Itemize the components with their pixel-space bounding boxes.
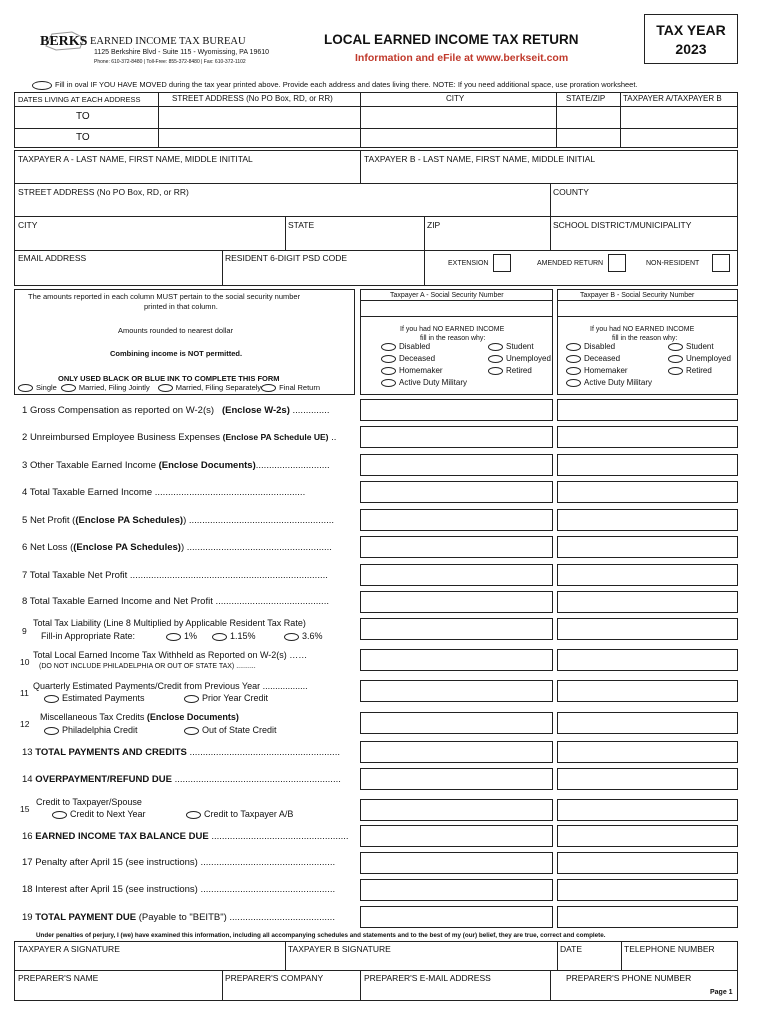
preparer-name[interactable]: PREPARER'S NAME xyxy=(18,973,99,983)
page-number: Page 1 xyxy=(710,989,733,996)
filing-joint-oval[interactable] xyxy=(61,384,76,392)
b-reason-deceased[interactable]: Deceased xyxy=(566,355,620,363)
taxpayer-b-name-label: TAXPAYER B - LAST NAME, FIRST NAME, MIDDLE INITIAL xyxy=(364,154,596,164)
line-9-taxpayer-a-amount[interactable] xyxy=(360,618,553,640)
line-14-taxpayer-b-amount[interactable] xyxy=(557,768,738,790)
signature-date[interactable]: DATE xyxy=(560,944,583,954)
ssn-b-no-income: If you had NO EARNED INCOME xyxy=(590,326,695,333)
taxpayer-a-name-label: TAXPAYER A - LAST NAME, FIRST NAME, MIDDLE INITITAL xyxy=(18,154,253,164)
line-1: 1 Gross Compensation as reported on W-2(s) (Enclose W-2s) .............. xyxy=(22,405,330,416)
line-10-taxpayer-a-amount[interactable] xyxy=(360,649,553,671)
line-6: 6 Net Loss ((Enclose PA Schedules)) ....................................................... xyxy=(22,542,332,553)
form-title: LOCAL EARNED INCOME TAX RETURN xyxy=(324,32,579,47)
to-label-2: TO xyxy=(76,132,90,143)
zip-label: ZIP xyxy=(427,220,441,230)
line-16: 16 EARNED INCOME TAX BALANCE DUE .................................................... xyxy=(22,831,349,842)
city-label: CITY xyxy=(18,220,38,230)
line-16-taxpayer-a-amount[interactable] xyxy=(360,825,553,847)
telephone-number[interactable]: TELEPHONE NUMBER xyxy=(624,944,715,954)
col-street: STREET ADDRESS (No PO Box, RD, or RR) xyxy=(172,94,333,103)
a-reason-unemployed[interactable]: Unemployed xyxy=(488,355,551,363)
b-reason-student[interactable]: Student xyxy=(668,343,714,351)
school-district-label: SCHOOL DISTRICT/MUNICIPALITY xyxy=(553,220,692,230)
street-address-label: STREET ADDRESS (No PO Box, RD, or RR) xyxy=(18,187,189,197)
line-15-taxpayer-a-amount[interactable] xyxy=(360,799,553,821)
ssn-b-input[interactable] xyxy=(557,300,738,317)
l15-next-year[interactable]: Credit to Next Year xyxy=(52,810,146,819)
line-17: 17 Penalty after April 15 (see instructions) ................................................... xyxy=(22,857,336,868)
line-1-taxpayer-a-amount[interactable] xyxy=(360,399,553,421)
ssn-a-no-income: If you had NO EARNED INCOME xyxy=(400,326,505,333)
filing-single-oval[interactable] xyxy=(18,384,33,392)
bureau-address: 1125 Berkshire Blvd - Suite 115 - Wyomissing, PA 19610 xyxy=(94,49,270,56)
ssn-b-label: Taxpayer B - Social Security Number xyxy=(580,292,695,299)
state-label: STATE xyxy=(288,220,315,230)
l11-prior-credit[interactable]: Prior Year Credit xyxy=(184,694,268,703)
preparer-phone[interactable]: PREPARER'S PHONE NUMBER xyxy=(566,973,692,983)
tax-year-box xyxy=(644,14,738,64)
nonresident-label: NON-RESIDENT xyxy=(646,260,700,267)
to-label-1: TO xyxy=(76,111,90,122)
line-12-taxpayer-a-amount[interactable] xyxy=(360,712,553,734)
line-5: 5 Net Profit ((Enclose PA Schedules)) ....................................................... xyxy=(22,515,335,526)
instr-line1: The amounts reported in each column MUST pertain to the social security number xyxy=(28,292,301,301)
line-1-taxpayer-b-amount[interactable] xyxy=(557,399,738,421)
nonresident-checkbox[interactable] xyxy=(712,254,730,272)
line-13-taxpayer-a-amount[interactable] xyxy=(360,741,553,763)
email-label: EMAIL ADDRESS xyxy=(18,253,87,263)
line-10-taxpayer-b-amount[interactable] xyxy=(557,649,738,671)
line-4-taxpayer-a-amount[interactable] xyxy=(360,481,553,503)
line-17-taxpayer-b-amount[interactable] xyxy=(557,852,738,874)
tax-year-label: TAX YEAR xyxy=(656,22,726,38)
line-18-taxpayer-b-amount[interactable] xyxy=(557,879,738,901)
taxpayer-info-grid xyxy=(14,150,738,286)
l12-out-of-state[interactable]: Out of State Credit xyxy=(184,726,277,735)
preparer-company[interactable]: PREPARER'S COMPANY xyxy=(225,973,324,983)
a-reason-retired[interactable]: Retired xyxy=(488,367,532,375)
ssn-a-input[interactable] xyxy=(360,300,553,317)
ssn-a-reason: fill in the reason why: xyxy=(420,335,486,342)
line-12-taxpayer-b-amount[interactable] xyxy=(557,712,738,734)
line-7-taxpayer-a-amount[interactable] xyxy=(360,564,553,586)
l15-taxpayer-ab[interactable]: Credit to Taxpayer A/B xyxy=(186,810,293,819)
b-reason-unemployed[interactable]: Unemployed xyxy=(668,355,731,363)
taxpayer-b-signature[interactable]: TAXPAYER B SIGNATURE xyxy=(288,944,391,954)
preparer-email[interactable]: PREPARER'S E-MAIL ADDRESS xyxy=(364,973,491,983)
col-dates: DATES LIVING AT EACH ADDRESS xyxy=(18,95,141,104)
b-reason-military[interactable]: Active Duty Military xyxy=(566,379,652,387)
a-reason-homemaker[interactable]: Homemaker xyxy=(381,367,443,375)
moved-oval[interactable] xyxy=(32,81,52,90)
instr-rounded: Amounts rounded to nearest dollar xyxy=(118,326,234,335)
moved-note: Fill in oval IF YOU HAVE MOVED during the tax year printed above. Provide each address and dates living there. NOTE: If you need additional space, use proration worksheet. xyxy=(32,80,638,90)
extension-checkbox[interactable] xyxy=(493,254,511,272)
l12-philadelphia[interactable]: Philadelphia Credit xyxy=(44,726,138,735)
a-reason-military[interactable]: Active Duty Military xyxy=(381,379,467,387)
filing-final-oval[interactable] xyxy=(261,384,276,392)
line-5-taxpayer-a-amount[interactable] xyxy=(360,509,553,531)
line-9-taxpayer-b-amount[interactable] xyxy=(557,618,738,640)
ssn-b-reason: fill in the reason why: xyxy=(612,335,678,342)
col-taxpayer-ab: TAXPAYER A/TAXPAYER B xyxy=(623,94,722,103)
line-18: 18 Interest after April 15 (see instructions) ................................................... xyxy=(22,884,336,895)
line-19: 19 TOTAL PAYMENT DUE (Payable to "BEITB") ........................................ xyxy=(22,912,335,923)
line-15-taxpayer-b-amount[interactable] xyxy=(557,799,738,821)
rate-1[interactable]: 1% xyxy=(166,632,197,641)
line-8-taxpayer-b-amount[interactable] xyxy=(557,591,738,613)
line-2: 2 Unreimbursed Employee Business Expenses (Enclose PA Schedule UE) .. xyxy=(22,432,337,443)
a-reason-student[interactable]: Student xyxy=(488,343,534,351)
line-6-taxpayer-b-amount[interactable] xyxy=(557,536,738,558)
logo-word: BERKS xyxy=(40,34,88,49)
efile-info: Information and eFile at www.berkseit.com xyxy=(355,52,569,64)
amended-label: AMENDED RETURN xyxy=(537,260,604,267)
taxpayer-a-signature[interactable]: TAXPAYER A SIGNATURE xyxy=(18,944,120,954)
instr-line2: printed in that column. xyxy=(144,302,218,311)
psd-code-label: RESIDENT 6-DIGIT PSD CODE xyxy=(225,253,348,263)
ssn-a-label: Taxpayer A - Social Security Number xyxy=(390,292,504,299)
line-3-taxpayer-a-amount[interactable] xyxy=(360,454,553,476)
line-3-taxpayer-b-amount[interactable] xyxy=(557,454,738,476)
line-13-taxpayer-b-amount[interactable] xyxy=(557,741,738,763)
line-4-taxpayer-b-amount[interactable] xyxy=(557,481,738,503)
line-13: 13 TOTAL PAYMENTS AND CREDITS ......................................................... xyxy=(22,747,340,758)
col-statezip: STATE/ZIP xyxy=(566,94,606,103)
extension-label: EXTENSION xyxy=(448,260,489,267)
line-19-taxpayer-a-amount[interactable] xyxy=(360,906,553,928)
line-18-taxpayer-a-amount[interactable] xyxy=(360,879,553,901)
b-reason-retired[interactable]: Retired xyxy=(668,367,712,375)
col-city: CITY xyxy=(446,94,465,103)
tax-year-value: 2023 xyxy=(675,41,707,57)
filing-status: Single Married, Filing Jointly Married, Filing Separately Final Return xyxy=(18,384,320,392)
bureau-phones: Phone: 610-372-8480 | Toll-Free: 855-372-8480 | Fax: 610-372-1102 xyxy=(94,59,246,65)
line-4: 4 Total Taxable Earned Income ......................................................... xyxy=(22,487,306,498)
line-2-taxpayer-b-amount[interactable] xyxy=(557,426,738,448)
line-19-taxpayer-b-amount[interactable] xyxy=(557,906,738,928)
line-11-taxpayer-a-amount[interactable] xyxy=(360,680,553,702)
filing-separate-oval[interactable] xyxy=(158,384,173,392)
line-3: 3 Other Taxable Earned Income (Enclose Documents)............................ xyxy=(22,460,330,471)
instr-combining: Combining income is NOT permitted. xyxy=(110,349,243,358)
b-reason-homemaker[interactable]: Homemaker xyxy=(566,367,628,375)
line-5-taxpayer-b-amount[interactable] xyxy=(557,509,738,531)
rate-115[interactable]: 1.15% xyxy=(212,632,256,641)
line-7-taxpayer-b-amount[interactable] xyxy=(557,564,738,586)
line-2-taxpayer-a-amount[interactable] xyxy=(360,426,553,448)
line-8-taxpayer-a-amount[interactable] xyxy=(360,591,553,613)
line-11-taxpayer-b-amount[interactable] xyxy=(557,680,738,702)
bureau-name: EARNED INCOME TAX BUREAU xyxy=(90,36,246,47)
line-16-taxpayer-b-amount[interactable] xyxy=(557,825,738,847)
a-reason-deceased[interactable]: Deceased xyxy=(381,355,435,363)
l11-estimated[interactable]: Estimated Payments xyxy=(44,694,145,703)
amended-checkbox[interactable] xyxy=(608,254,626,272)
line-14-taxpayer-a-amount[interactable] xyxy=(360,768,553,790)
b-reason-disabled[interactable]: Disabled xyxy=(566,343,615,351)
instr-ink: ONLY USED BLACK OR BLUE INK TO COMPLETE THIS FORM xyxy=(58,374,280,383)
perjury-statement: Under penalties of perjury, I (we) have examined this information, including all accompanying schedules and statements and to the best of my (our) belief, they are true, correct and complete. xyxy=(36,932,606,939)
rate-36[interactable]: 3.6% xyxy=(284,632,323,641)
county-label: COUNTY xyxy=(553,187,589,197)
line-14: 14 OVERPAYMENT/REFUND DUE ............................................................... xyxy=(22,774,341,785)
line-17-taxpayer-a-amount[interactable] xyxy=(360,852,553,874)
line-7: 7 Total Taxable Net Profit ........................................................................... xyxy=(22,570,328,581)
a-reason-disabled[interactable]: Disabled xyxy=(381,343,430,351)
line-6-taxpayer-a-amount[interactable] xyxy=(360,536,553,558)
bureau-logo xyxy=(40,30,320,68)
line-8: 8 Total Taxable Earned Income and Net Profit ........................................... xyxy=(22,596,329,607)
